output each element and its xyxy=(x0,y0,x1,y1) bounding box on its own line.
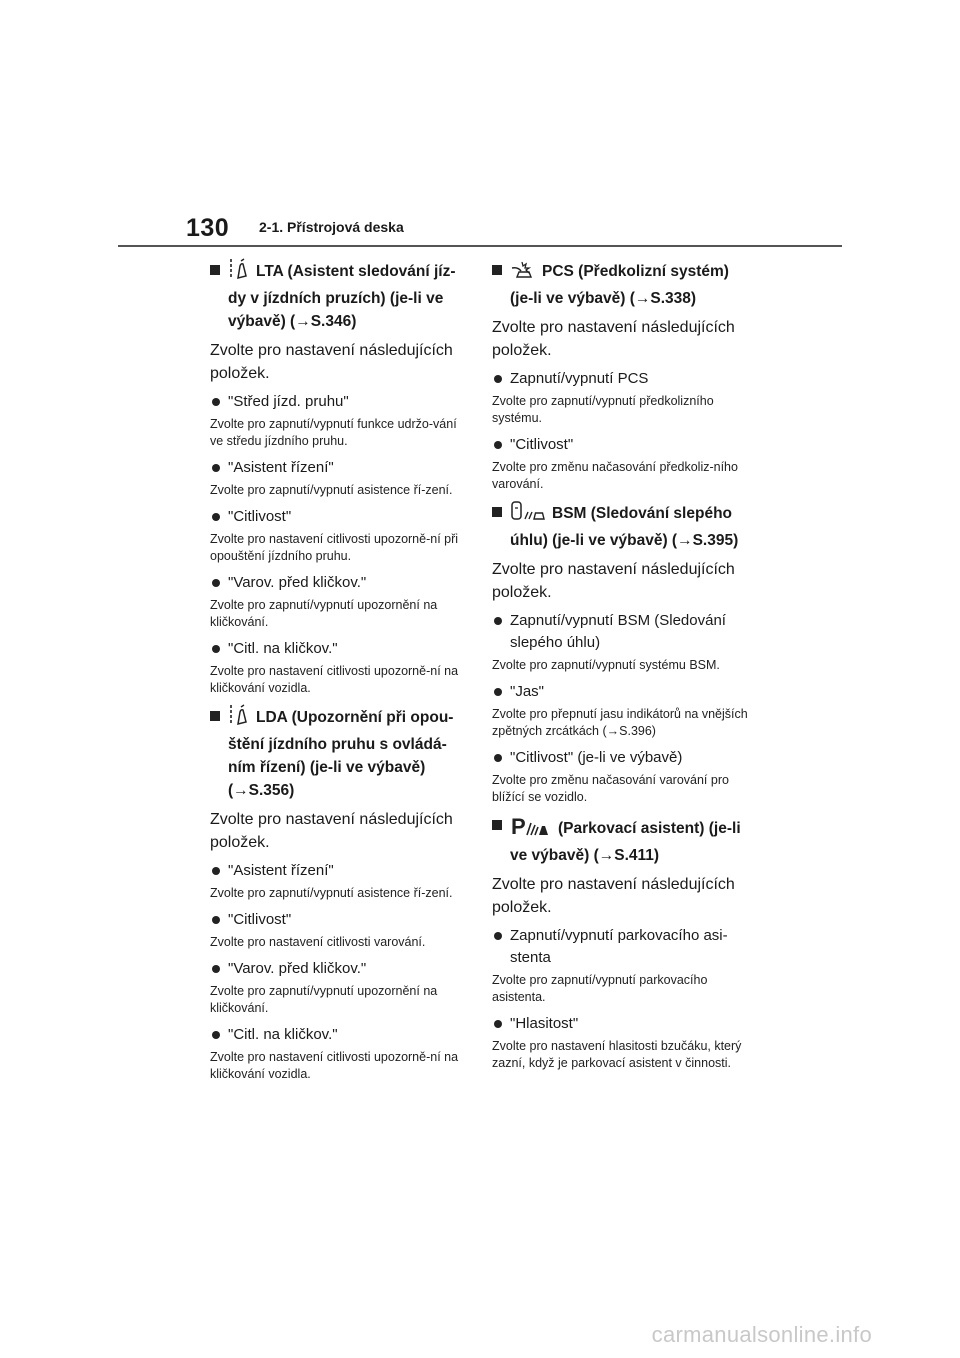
list-item xyxy=(210,506,472,528)
bullet-dot xyxy=(494,754,502,762)
list-item xyxy=(210,1024,472,1046)
list-item xyxy=(492,368,754,390)
parking-intro: Zvolte pro nastavení následujících položek. xyxy=(492,876,735,916)
list-item xyxy=(492,1013,754,1035)
lane-trace-icon xyxy=(228,258,250,287)
section-marker xyxy=(492,265,502,275)
header-divider xyxy=(118,245,842,247)
bullet-dot xyxy=(212,965,220,973)
item-label: "Střed jízd. pruhu" xyxy=(228,393,349,410)
item-label: "Citl. na kličkov." xyxy=(228,640,338,657)
item-description: Zvolte pro nastavení citlivosti varování. xyxy=(210,935,426,949)
item-description: Zvolte pro nastavení citlivosti upozorně-ní na kličkování vozidla. xyxy=(210,1050,459,1081)
blind-spot-icon xyxy=(510,500,546,529)
list-item xyxy=(492,747,754,769)
page-header xyxy=(0,0,960,250)
item-description: Zvolte pro zapnutí/vypnutí parkovacího asistenta. xyxy=(492,973,708,1004)
item-label: "Asistent řízení" xyxy=(228,459,334,476)
item-label: "Citl. na kličkov." xyxy=(228,1026,338,1043)
list-item xyxy=(492,925,754,969)
list-item xyxy=(210,457,472,479)
item-label: "Hlasitost" xyxy=(510,1015,579,1032)
item-label: "Varov. před kličkov." xyxy=(228,960,367,977)
list-item xyxy=(492,434,754,456)
section-marker xyxy=(210,265,220,275)
section-marker xyxy=(492,820,502,830)
bullet-dot xyxy=(212,579,220,587)
bullet-dot xyxy=(494,1020,502,1028)
bullet-dot xyxy=(212,398,220,406)
item-label: Zapnutí/vypnutí PCS xyxy=(510,370,649,387)
watermark: carmanualsonline.info xyxy=(651,1322,872,1347)
lta-intro: Zvolte pro nastavení následujících položek. xyxy=(210,342,453,382)
right-column xyxy=(492,258,754,1079)
list-item xyxy=(210,860,472,882)
bullet-dot xyxy=(212,916,220,924)
pcs-title: PCS (Předkolizní systém) (je-li ve výbavě) (→S.338) xyxy=(510,263,729,307)
item-label: "Varov. před kličkov." xyxy=(228,574,367,591)
list-item xyxy=(492,610,754,654)
item-description: Zvolte pro zapnutí/vypnutí předkolizního systému. xyxy=(492,394,714,425)
pre-collision-icon xyxy=(510,258,536,287)
list-item xyxy=(210,958,472,980)
parking-title: (Parkovací asistent) (je-li ve výbavě) (→S.411) xyxy=(510,820,741,864)
bsm-heading xyxy=(492,500,754,552)
bullet-dot xyxy=(212,1031,220,1039)
lta-title: LTA (Asistent sledování jíz-dy v jízdních pruzích) (je-li ve výbavě) (→S.346) xyxy=(228,263,456,330)
lane-departure-icon xyxy=(228,704,250,733)
section-title: 2-1. Přístrojová deska xyxy=(259,219,404,235)
item-description: Zvolte pro zapnutí/vypnutí systému BSM. xyxy=(492,658,720,672)
item-label: "Citlivost" (je-li ve výbavě) xyxy=(510,749,683,766)
item-description: Zvolte pro nastavení hlasitosti bzučáku, který zazní, když je parkovací asistent v činnosti. xyxy=(492,1039,742,1070)
left-column xyxy=(210,258,472,1090)
lta-section xyxy=(210,258,472,697)
item-description: Zvolte pro zapnutí/vypnutí upozornění na kličkování. xyxy=(210,984,438,1015)
item-label: "Jas" xyxy=(510,683,544,700)
item-description: Zvolte pro změnu načasování předkoliz-ního varování. xyxy=(492,460,738,491)
bullet-dot xyxy=(494,441,502,449)
item-description: Zvolte pro přepnutí jasu indikátorů na vnějších zpětných zrcátkách (→S.396) xyxy=(492,707,748,738)
lta-heading xyxy=(210,258,472,333)
bsm-section xyxy=(492,500,754,806)
lda-section xyxy=(210,704,472,1083)
list-item xyxy=(492,681,754,703)
item-description: Zvolte pro zapnutí/vypnutí asistence ří-zení. xyxy=(210,886,453,900)
bullet-dot xyxy=(212,867,220,875)
item-label: "Citlivost" xyxy=(228,911,292,928)
item-label: Zapnutí/vypnutí BSM (Sledování slepého úhlu) xyxy=(510,612,726,651)
bullet-dot xyxy=(212,645,220,653)
list-item xyxy=(210,391,472,413)
lda-title: LDA (Upozornění při opou-štění jízdního pruhu s ovládá-ním řízení) (je-li ve výbavě) (→S.356) xyxy=(228,709,454,799)
item-description: Zvolte pro nastavení citlivosti upozorně-ní při opouštění jízdního pruhu. xyxy=(210,532,459,563)
pcs-intro: Zvolte pro nastavení následujících položek. xyxy=(492,319,735,359)
pcs-section xyxy=(492,258,754,493)
bullet-dot xyxy=(494,688,502,696)
item-description: Zvolte pro zapnutí/vypnutí upozornění na kličkování. xyxy=(210,598,438,629)
lda-heading xyxy=(210,704,472,802)
bsm-intro: Zvolte pro nastavení následujících položek. xyxy=(492,561,735,601)
list-item xyxy=(210,638,472,660)
item-description: Zvolte pro změnu načasování varování pro blížící se vozidlo. xyxy=(492,773,729,804)
pcs-heading xyxy=(492,258,754,310)
section-marker xyxy=(210,711,220,721)
bullet-dot xyxy=(494,617,502,625)
page-number: 130 xyxy=(186,214,230,242)
bullet-dot xyxy=(494,932,502,940)
list-item xyxy=(210,572,472,594)
item-label: "Citlivost" xyxy=(510,436,574,453)
item-description: Zvolte pro zapnutí/vypnutí asistence ří-zení. xyxy=(210,483,453,497)
item-description: Zvolte pro zapnutí/vypnutí funkce udržo-vání ve středu jízdního pruhu. xyxy=(210,417,457,448)
bullet-dot xyxy=(212,513,220,521)
item-label: "Asistent řízení" xyxy=(228,862,334,879)
lda-intro: Zvolte pro nastavení následujících položek. xyxy=(210,811,453,851)
item-label: "Citlivost" xyxy=(228,508,292,525)
svg-text:P: P xyxy=(511,814,526,837)
list-item xyxy=(210,909,472,931)
item-label: Zapnutí/vypnutí parkovacího asi-stenta xyxy=(510,927,728,966)
parking-section xyxy=(492,813,754,1072)
bullet-dot xyxy=(212,464,220,472)
section-marker xyxy=(492,507,502,517)
item-description: Zvolte pro nastavení citlivosti upozorně-ní na kličkování vozidla. xyxy=(210,664,459,695)
parking-heading xyxy=(492,813,754,867)
bullet-dot xyxy=(494,375,502,383)
parking-sensor-icon xyxy=(510,813,552,844)
bsm-title: BSM (Sledování slepého úhlu) (je-li ve výbavě) (→S.395) xyxy=(510,505,739,549)
